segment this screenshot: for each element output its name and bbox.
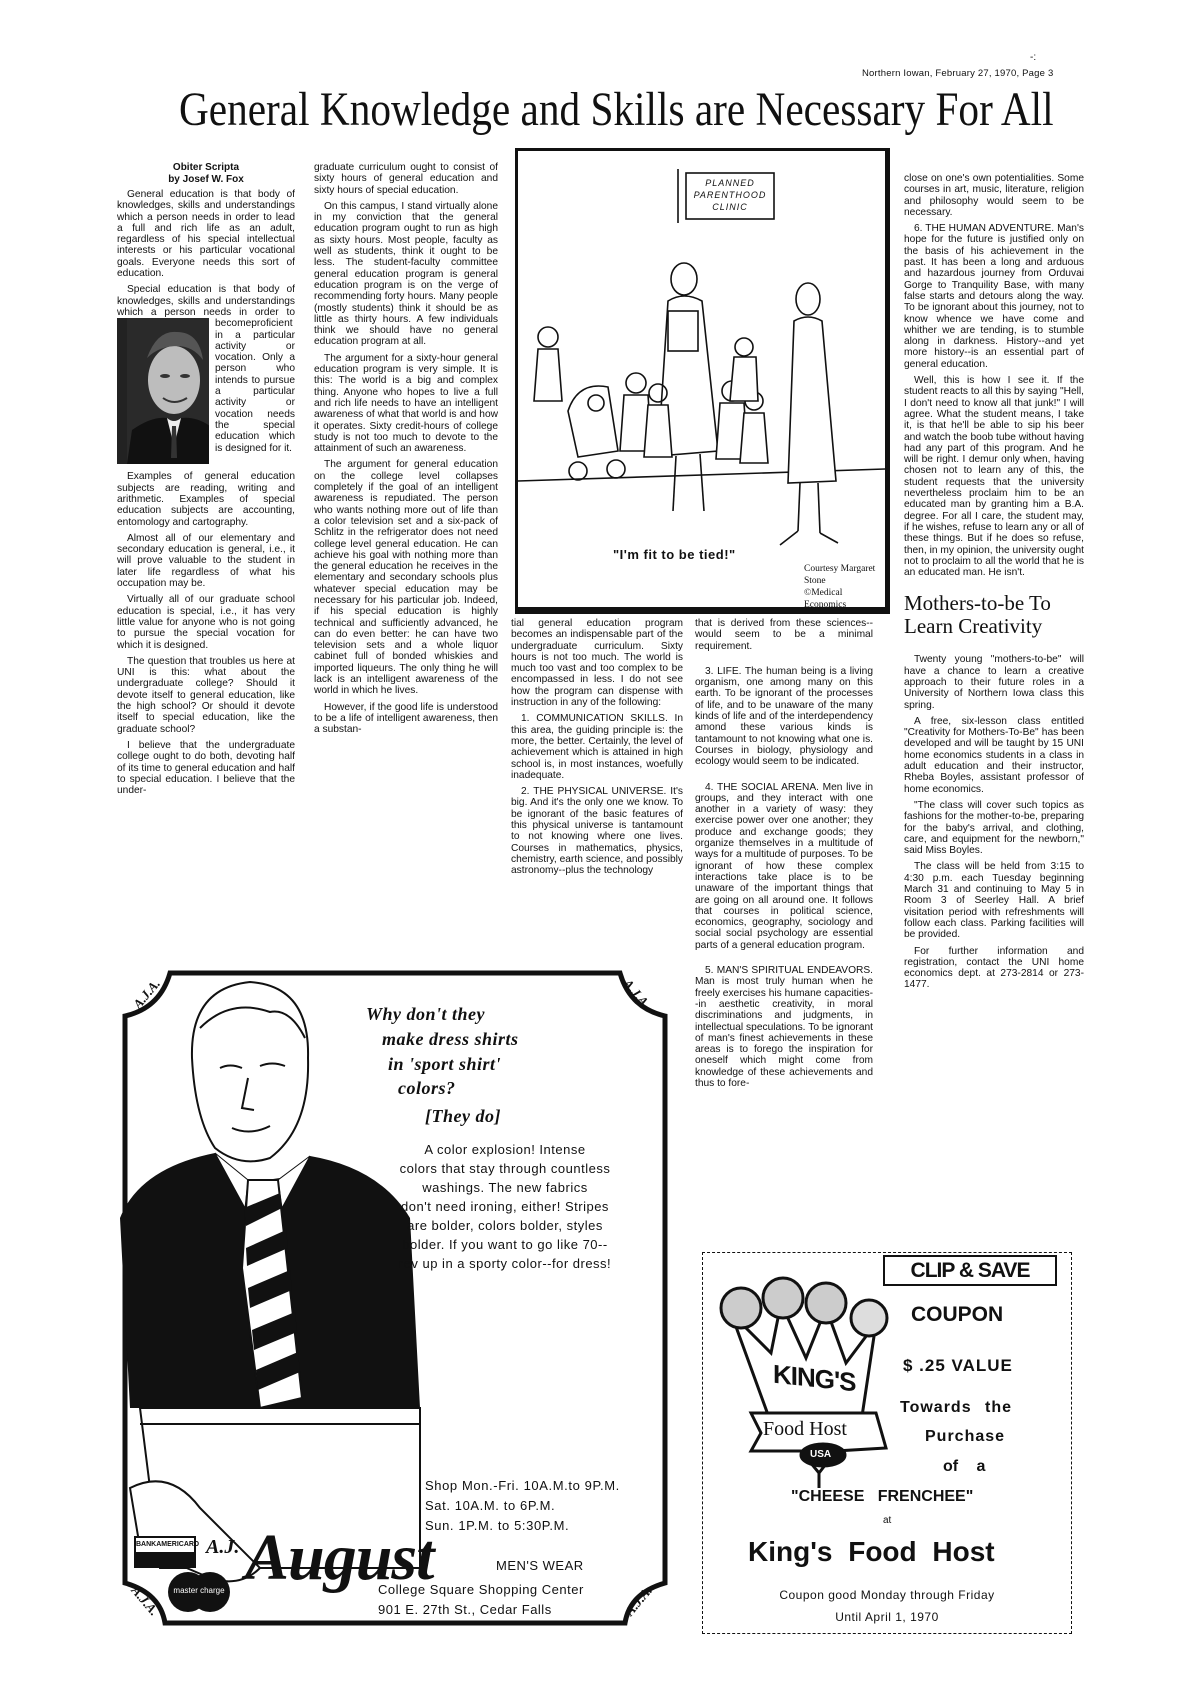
paragraph: "The class will cover such topics as fashions for the mother-to-be, preparing for the baby's arrival, and clothing, care, and equipment for the newborn," said Miss Boyles. (904, 799, 1084, 857)
coupon-purchase: Purchase (925, 1428, 1006, 1445)
paragraph: graduate curriculum ought to consist of sixty hours of general education and sixty hours of special education. (314, 162, 498, 196)
coupon-value: $ .25 VALUE (903, 1356, 1013, 1375)
author-photo (117, 318, 209, 464)
hours-line: Shop Mon.-Fri. 10A.M.to 9P.M. (425, 1478, 620, 1493)
ad-headline-line: [They do] (425, 1106, 501, 1126)
coupon-validity (703, 1584, 1071, 1628)
brand-suffix: MEN'S WEAR (496, 1558, 584, 1573)
paragraph: 6. THE HUMAN ADVENTURE. Man's hope for the future is justified only on the basis of his achievement in the past. It has been a long and arduous and hazardous journey from Orduvai Gorge to Tranquility Base, with many false starts and detours along the way. To be ignorant about this journey, not to know whence we have come and whither we are tending, is to stumble along in darkness. History--and yet more history--is an essential part of general education. (904, 223, 1084, 370)
ad-body-line: washings. The new fabrics (422, 1180, 588, 1195)
article-column-5 (904, 173, 1084, 996)
paragraph: A free, six-lesson class entitled "Creativity for Mothers-To-Be" has been developed and will be taught by 15 UNI home economics students in a class in adult education and their instructor, Rheba Boyles, assistant professor of home economics. (904, 715, 1084, 795)
paragraph: However, if the good life is understood to be a life of intelligent awareness, then a substan- (314, 701, 498, 736)
ad-headline-line: in 'sport shirt' (388, 1054, 502, 1074)
article-column-4 (695, 618, 873, 1094)
ad-body-line: colors that stay through countless (399, 1161, 611, 1176)
paragraph: close on one's own potentialities. Some courses in art, music, literature, religion and philosophy would seem to be necessary. (904, 173, 1084, 218)
paragraph: Well, this is how I see it. If the student reacts to all this by saying "Hell, I don't need to know all that junk!" I will agree. What the student means, I take it, is that he'll be able to sip his beer and watch the boob tube without having had any part of this program. And he will be right. I demur only when, having chosen not to learn any of this, the student requests that the university nevertheless proclaim him to be an educated man by granting him a B.A. degree. For all I care, the student may, if he wishes, refuse to learn any or all of these things. But if he does so refuse, then, in my opinion, the university ought not to proclaim to all the world that he is an educated man. He isn't. (904, 375, 1084, 579)
paragraph: Special education is that body of knowledges, skills and understandings which a person needs in order to becomeproficient in a particular activity or vocation. Only a person who intends to pursue a particular activity or vocation needs the special education which is designed for it. (117, 284, 295, 454)
paragraph: For further information and registration, contact the UNI home economics dept. at 273-2814 or 273-1477. (904, 945, 1084, 991)
paragraph: The argument for a sixty-hour general education program is very simple. It is this: The world is a big and complex thing. Anyone who hopes to live a full and rich life needs to have an intelligent awareness of what that world is and how it operates. Sixty credit-hours of college study is not too much to devote to the attainment of such an awareness. (314, 352, 498, 455)
paragraph: The argument for general education on the college level collapses completely if the goal of an intelligent awareness is repudiated. The person who wants nothing more out of life than a color television set and a six-pack of Schlitz in the refrigerator does not need college level general education. He can achieve his goal with nothing more than the general education he receives in the elementary and secondary schools plus whatever special education may be necessary for his particular job. Indeed, if his special education is highly technical and sufficiently advanced, he can do even better: he can have two television sets and a whole liquor cabinet full of bonded whiskies and imported liqueurs. The only thing he will lack is an intelligent awareness of the world in which he lives. (314, 459, 498, 697)
paragraph: 3. LIFE. The human being is a living organism, one among many on this earth. To be ignorant of the processes of life, and to be unaware of the many kinds of life and of the interdependency amond these various kinds is tantamount to not knowing what one is. Courses in biology, physiology and ecology would seem to be indicated. (695, 665, 873, 768)
paragraph: 2. THE PHYSICAL UNIVERSE. It's big. And it's the only one we know. To be ignorant of the basic features of this physical universe is tantamount to not knowing where one lives. Courses in mathematics, physics, chemistry, earth science, and possibly astronomy--plus the technology (511, 786, 683, 877)
brand-wordmark: August (245, 1521, 434, 1594)
paragraph: On this campus, I stand virtually alone in my conviction that the general education program ought to run as high as sixty hours. Most people, faculty as well as students, think it ought to be less. The student-faculty committee general education program is general education program is on the verge of recommending forty hours. Many people (mostly students) think it should be as little as thirty hours. A few individuals think we should have no general education program at all. (314, 200, 498, 348)
monogram-bottom-right: A.J.A. (621, 1582, 655, 1619)
logo-kings: KING'S (773, 1358, 856, 1398)
logo-foodhost: Food Host (763, 1418, 847, 1440)
ad-headline-line: Why don't they (366, 1004, 486, 1024)
store-hours (425, 1476, 620, 1536)
clip-and-save: CLIP & SAVE (883, 1255, 1057, 1286)
credit-line: Courtesy Margaret Stone (804, 564, 876, 586)
clinic-sign (686, 177, 774, 213)
ad-body (340, 1140, 670, 1273)
article-column-2 (314, 162, 498, 741)
paragraph: tial general education program becomes an indispensable part of the undergraduate curriculum. Sixty hours is not too much. The world is much too vast and too complex to be encompassed in less. I do not see how the program can dispense with instruction in any of the following: (511, 618, 683, 709)
ad-headline-line: make dress shirts (382, 1029, 519, 1049)
paragraph: The question that troubles us here at UNI is this: what about the undergraduate college? Should it devote itself to general education, like the high school? Or should it devote itself to special education, like the graduate school? (117, 655, 295, 735)
logo-usa: USA (810, 1449, 832, 1460)
coupon-at: at (883, 1515, 892, 1526)
ad-body-line: A color explosion! Intense (424, 1142, 586, 1157)
cartoon-caption: "I'm fit to be tied!" (613, 547, 736, 562)
ad-body-line: bolder. If you want to go like 70-- (402, 1237, 608, 1252)
august-mens-wear-ad (120, 968, 670, 1628)
kings-food-host-coupon[interactable] (702, 1252, 1072, 1634)
cartoon-illustration (518, 151, 885, 607)
monogram-top-right: A.J.A. (620, 975, 654, 1012)
credit-line: ©Medical Economics (804, 588, 847, 610)
sign-line: CLINIC (712, 202, 748, 212)
ad-body-line: rev up in a sporty color--for dress! (398, 1256, 612, 1271)
store-address (378, 1580, 584, 1620)
paragraph: that is derived from these sciences--would seem to be a minimal requirement. (695, 618, 873, 652)
coupon-title: COUPON (911, 1303, 1004, 1326)
coupon-of-a: of a (943, 1458, 986, 1475)
dateline: Northern Iowan, February 27, 1970, Page 3 (862, 68, 1054, 79)
coupon-store: King's Food Host (748, 1536, 995, 1567)
bankamericard-logo (134, 1536, 199, 1568)
article-column-3 (511, 618, 683, 882)
article-column-1 (117, 162, 295, 801)
page-mark: -: (1030, 52, 1037, 63)
paragraph: 4. THE SOCIAL ARENA. Men live in groups, and they interact with one another in a variety of wasy: they exercise power over one another; they produce and exchange goods; they organize themselves in a multitude of ways for a multitude of purposes. To be ignorant of how these complex interactions take place is to be unaware of the important things that are going on all around one. It follows that courses in political science, economics, geography, sociology and social social psychology are essential parts of a general education program. (695, 781, 873, 951)
validity-line: Until April 1, 1970 (835, 1610, 939, 1624)
monogram-top-left: A.J.A. (129, 975, 163, 1012)
paragraph: Virtually all of our graduate school education is special, i.e., it has very little value for anyone who is not going to pursue the special vocation for which it is designed. (117, 594, 295, 651)
coupon-item: "CHEESE FRENCHEE" (791, 1488, 974, 1505)
paragraph: Almost all of our elementary and secondary education is general, i.e., it will prove valuable to the student in later life regardless of what his occupation may be. (117, 532, 295, 590)
paragraph: The class will be held from 3:15 to 4:30 p.m. each Tuesday beginning March 31 and continuing to May 5 in Room 3 of Seerley Hall. A brief visitation period with refreshments will follow each class. Parking facilities will be provided. (904, 861, 1084, 941)
paragraph-with-photo (117, 284, 295, 466)
monogram-bottom-left: A.J.A. (128, 1582, 162, 1619)
sign-line: PLANNED (705, 178, 755, 188)
hours-line: Sun. 1P.M. to 5:30P.M. (425, 1518, 570, 1533)
validity-line: Coupon good Monday through Friday (779, 1588, 995, 1602)
paragraph: 5. MAN'S SPIRITUAL ENDEAVORS. Man is most truly human when he freely exercises his humane capacities--in aesthetic creativity, in moral discriminations and judgments, in intellectual speculations. To be ignorant of man's finest achievements in these areas is to forego the inspiration for oneself which might come from knowledge of these achievements and thus to fore- (695, 965, 873, 1089)
paragraph: 1. COMMUNICATION SKILLS. In this area, the guiding principle is: the more, the better. Certainly, the level of achievement which is attained in high school is, in most instances, woefully inadequate. (511, 713, 683, 781)
paragraph: General education is that body of knowledges, skills and understandings which a person needs in order to lead a full and rich life as an adult, regardless of his special intellectual interests or his particular vocational goals. Everyone needs this sort of education. (117, 189, 295, 280)
cartoon (515, 148, 890, 614)
byline: by Josef W. Fox (168, 174, 244, 185)
paragraph: Examples of general education subjects are reading, writing and arithmetic. Examples of special education subjects are accounting, entomology and cartography. (117, 471, 295, 528)
ad-body-line: are bolder, colors bolder, styles (407, 1218, 603, 1233)
column-name: Obiter Scripta (172, 162, 240, 173)
mastercharge-logo (168, 1572, 228, 1612)
mothers-headline: Mothers-to-be To Learn Creativity (904, 591, 1051, 639)
sign-line: PARENTHOOD (693, 190, 767, 200)
paragraph: Twenty young "mothers-to-be" will have a chance to learn a creative approach to their future roles in a University of Northern Iowa class this spring. (904, 654, 1084, 711)
mastercharge-label: master charge (173, 1586, 225, 1595)
page-headline: General Knowledge and Skills are Necessary For All (178, 83, 1054, 136)
ad-body-line: don't need ironing, either! Stripes (401, 1199, 609, 1214)
address-line: College Square Shopping Center (378, 1582, 584, 1597)
coupon-towards: Towards the (900, 1399, 1013, 1416)
cartoon-credit (804, 563, 885, 611)
bankamericard-label: BANKAMERICARD (136, 1538, 194, 1552)
address-line: 901 E. 27th St., Cedar Falls (378, 1602, 552, 1617)
paragraph: I believe that the undergraduate college ought to do both, devoting half of its time to general education and half to special education. I believe that the under- (117, 739, 295, 797)
ad-headline-line: colors? (398, 1078, 456, 1098)
hours-line: Sat. 10A.M. to 6P.M. (425, 1498, 556, 1513)
brand-prefix: A.J. (206, 1536, 240, 1558)
